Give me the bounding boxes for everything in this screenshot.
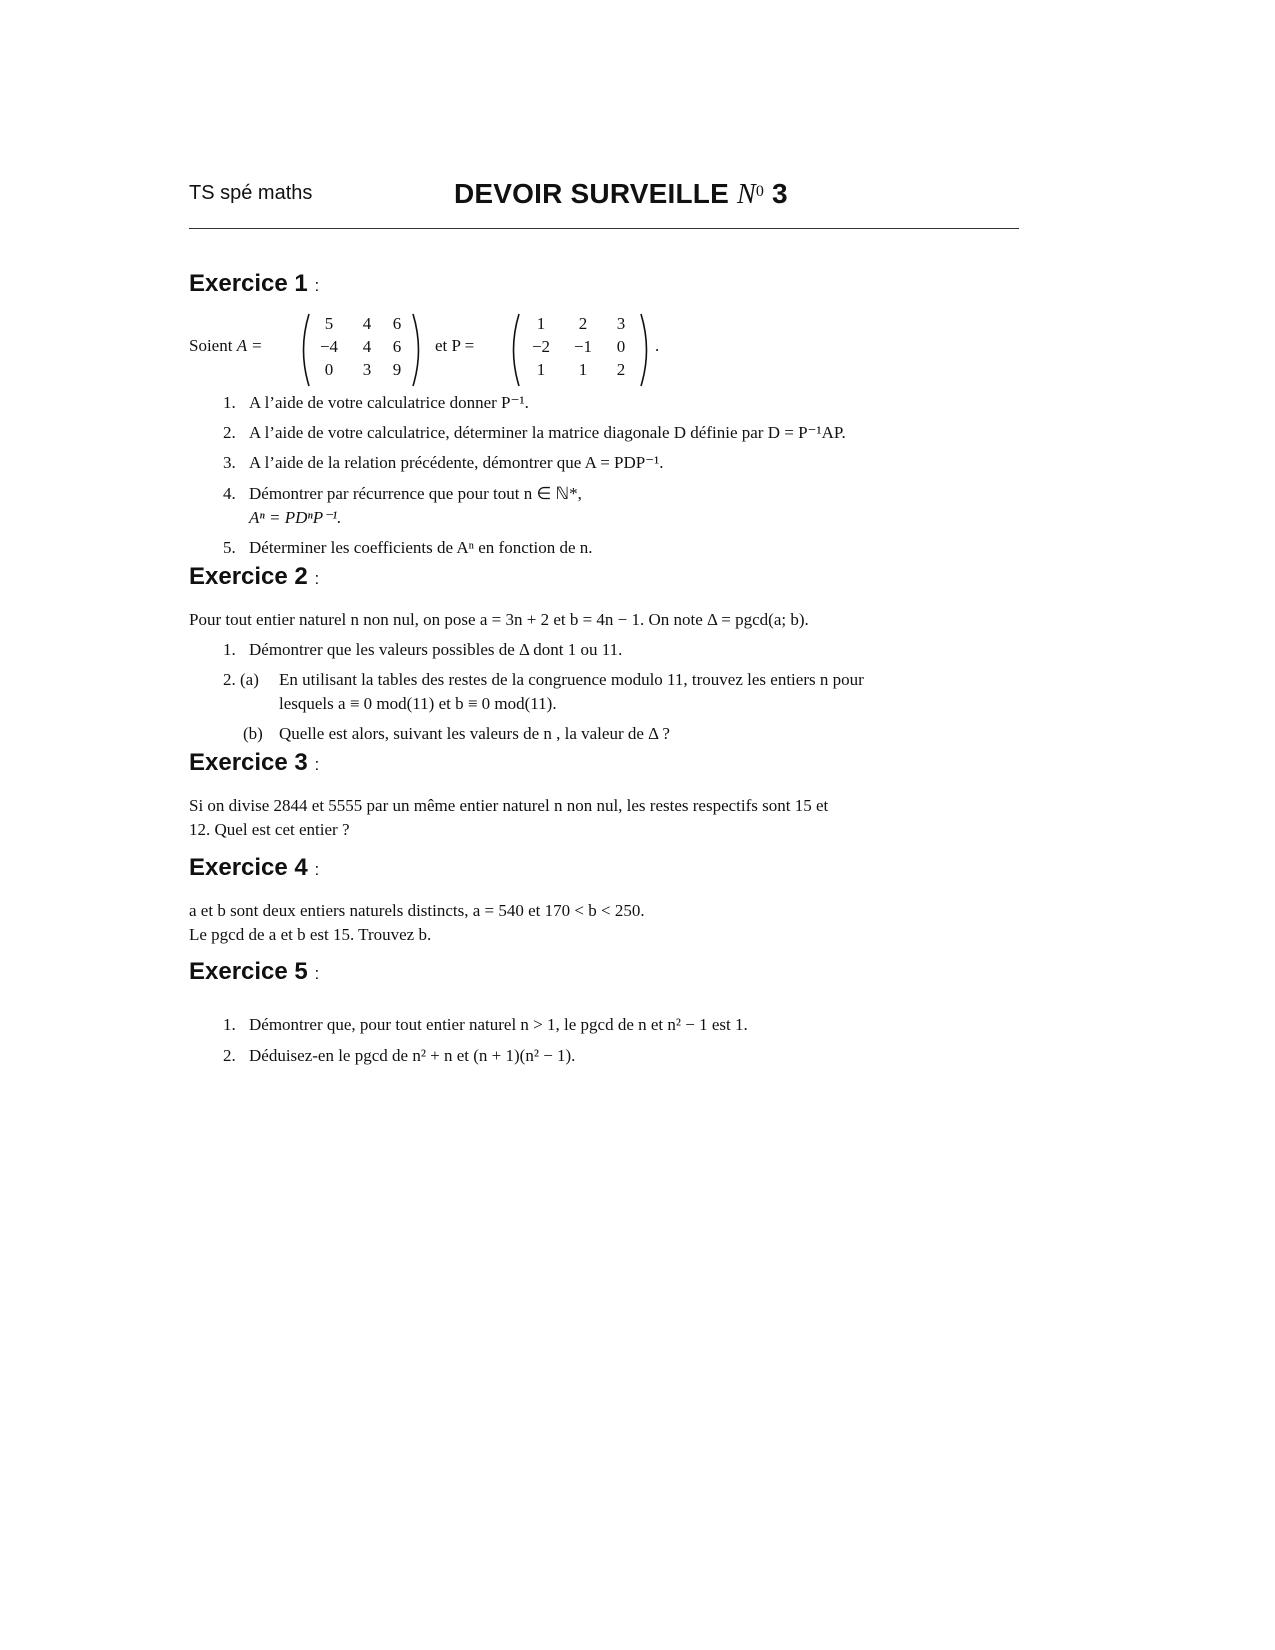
matrix-p-cell: −2 — [531, 337, 551, 356]
list-item: Déterminer les coefficients de Aⁿ en fonction de n. — [249, 538, 593, 557]
list-item: Quelle est alors, suivant les valeurs de n , la valeur de Δ ? — [279, 724, 670, 743]
matrix-p-cell: 2 — [616, 360, 626, 379]
exercise-2-heading: Exercice 2 : — [189, 563, 320, 590]
matrix-p — [507, 312, 653, 388]
item-number: 4. — [223, 484, 236, 503]
item-number: 2. — [223, 1046, 236, 1065]
matrix-a-cell: 5 — [324, 314, 334, 333]
matrix-a-cell: 3 — [362, 360, 372, 379]
title-n: N — [736, 179, 756, 210]
matrix-p-cell: 0 — [616, 337, 626, 356]
matrix-a-cell: 9 — [392, 360, 402, 379]
list-item: A l’aide de votre calculatrice, déterminer la matrice diagonale D définie par D = P⁻¹AP. — [249, 423, 846, 442]
matrix-a-cell: 6 — [392, 314, 402, 333]
header-rule — [189, 228, 1019, 229]
list-item: Démontrer par récurrence que pour tout n ∈ ℕ*, — [249, 484, 582, 503]
a-equals-label: A = — [236, 336, 263, 355]
exercise-4-line-1: a et b sont deux entiers naturels distincts, a = 540 et 170 < b < 250. — [189, 901, 645, 920]
list-item: A l’aide de votre calculatrice donner P⁻¹. — [249, 393, 529, 412]
item-number: 1. — [223, 393, 236, 412]
title-sup: 0 — [755, 183, 765, 200]
soient-text: Soient — [189, 336, 237, 355]
item-number: (b) — [243, 724, 263, 743]
matrix-p-cell: 2 — [578, 314, 588, 333]
item-number: 1. — [223, 640, 236, 659]
exercise-4-line-2: Le pgcd de a et b est 15. Trouvez b. — [189, 925, 432, 944]
list-item: A l’aide de la relation précédente, démontrer que A = PDP⁻¹. — [249, 453, 664, 472]
period: . — [655, 336, 660, 355]
exercise-1-heading: Exercice 1 : — [189, 270, 320, 297]
matrix-a-cell: 4 — [362, 314, 372, 333]
matrix-p-cell: 1 — [536, 360, 546, 379]
exercise-3-line-1: Si on divise 2844 et 5555 par un même entier naturel n non nul, les restes respectifs sont 15 et — [189, 796, 829, 815]
matrix-a — [297, 312, 425, 388]
list-item: Démontrer que les valeurs possibles de Δ dont 1 ou 11. — [249, 640, 623, 659]
exercise-2-intro: Pour tout entier naturel n non nul, on pose a = 3n + 2 et b = 4n − 1. On note Δ = pgcd(a; b). — [189, 610, 809, 629]
title-num: 3 — [764, 178, 788, 209]
matrix-p-cell: 1 — [536, 314, 546, 333]
item-number: 5. — [223, 538, 236, 557]
matrix-p-cell: 1 — [578, 360, 588, 379]
list-item-continuation: Aⁿ = PDⁿP⁻¹. — [249, 508, 342, 527]
matrix-p-cell: −1 — [573, 337, 593, 356]
exercise-5-heading: Exercice 5 : — [189, 958, 320, 985]
list-item: En utilisant la tables des restes de la congruence modulo 11, trouvez les entiers n pour — [279, 670, 864, 689]
exercise-3-heading: Exercice 3 : — [189, 749, 320, 776]
item-number: 1. — [223, 1015, 236, 1034]
page-title — [454, 178, 788, 211]
matrix-a-cell: 6 — [392, 337, 402, 356]
matrix-a-cell: −4 — [319, 337, 339, 356]
right-paren-icon — [639, 312, 653, 388]
exercise-3-line-2: 12. Quel est cet entier ? — [189, 820, 350, 839]
matrix-a-cell: 4 — [362, 337, 372, 356]
et-p-label: et P = — [435, 336, 475, 355]
item-number: 2. — [223, 423, 236, 442]
item-number: 2. (a) — [223, 670, 259, 689]
exercise-4-heading: Exercice 4 : — [189, 854, 320, 881]
matrix-p-cell: 3 — [616, 314, 626, 333]
matrix-a-cell: 0 — [324, 360, 334, 379]
list-item-continuation: lesquels a ≡ 0 mod(11) et b ≡ 0 mod(11). — [279, 694, 557, 713]
left-paren-icon — [507, 312, 521, 388]
list-item: Déduisez-en le pgcd de n² + n et (n + 1)(n² − 1). — [249, 1046, 576, 1065]
course-label: TS spé maths — [189, 182, 313, 204]
item-number: 3. — [223, 453, 236, 472]
page-header — [189, 178, 1019, 218]
title-prefix: DEVOIR SURVEILLE — [454, 178, 737, 209]
list-item: Démontrer que, pour tout entier naturel n > 1, le pgcd de n et n² − 1 est 1. — [249, 1015, 748, 1034]
